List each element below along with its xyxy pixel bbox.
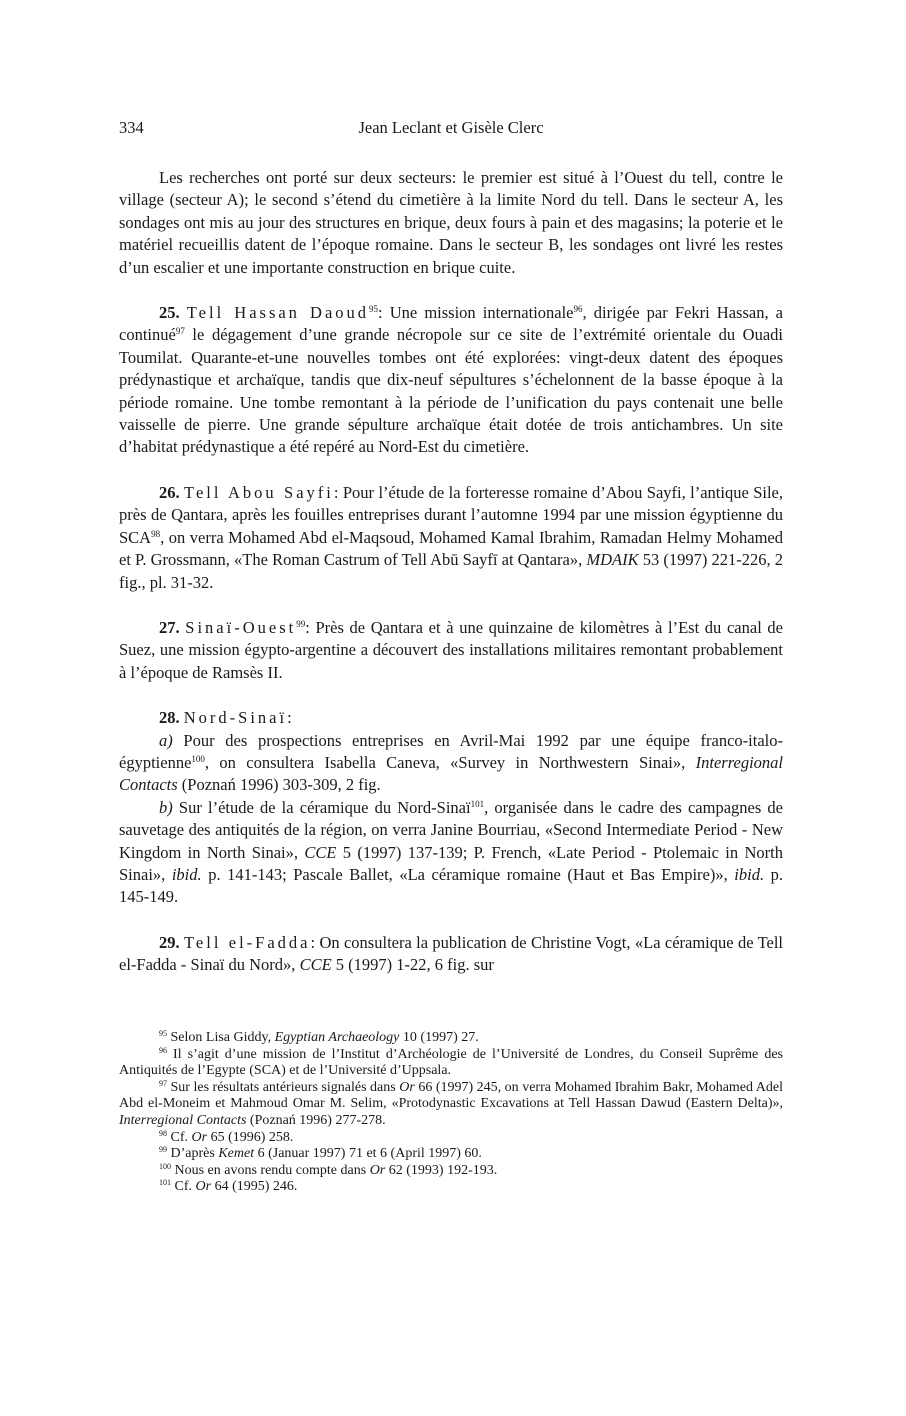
entry-27: 27. Sinaï-Ouest$^{99}$: Près de Qantara et à une quinzaine de kilomètres à l’Est du canal de Suez, une mission égypto-argentine a découvert des installations militaires remontant probablement à l’époque de Ramsès II. (119, 617, 784, 682)
footnote-number: 99 (159, 1145, 167, 1155)
sub-label: a) (159, 730, 173, 750)
entry-number: 26. (159, 482, 180, 502)
footnote-98: $^{98}$ Cf. Or 65 (1996) 258. (159, 1128, 294, 1145)
page-header (119, 116, 783, 140)
site-name: Tell el-Fadda (184, 932, 311, 952)
footnote-95: $^{95}$ Selon Lisa Giddy, Egyptian Archaeology 10 (1997) 27. (159, 1029, 479, 1045)
footnote-101: $^{101}$ Cf. Or 64 (1995) 246. (159, 1178, 298, 1195)
footnote-99: $^{99}$ D’après Kemet 6 (Januar 1997) 71 et 6 (April 1997) 60. (159, 1145, 482, 1162)
running-head: Jean Leclant et Gisèle Clerc (358, 118, 544, 137)
footnote-number: 98 (159, 1128, 167, 1138)
footnote-number: 101 (159, 1178, 171, 1188)
entry-28-a: a) Pour des prospections entreprises en Avril-Mai 1992 par une équipe franco-italo-égyptienne$^{100}$, on consultera Isabella Caneva, «Survey in Northwestern Sinai», Interregional Contacts (Poznań 1996) 303-309, 2 fig. (119, 730, 783, 795)
footnote-97: $^{97}$ Sur les résultats antérieurs signalés dans Or 66 (1997) 245, on verra Mohamed Ibrahim Bakr, Mohamed Adel Abd el-Moneim et Mahmoud Omar M. Selim, «Protodynastic Excavations at Tell Hassan Dawud (Eastern Delta)», Interregional Contacts (Poznań 1996) 277-278. (119, 1078, 783, 1128)
ibid: ibid. (734, 864, 765, 884)
footnote-ref[interactable]: 96 (573, 304, 583, 315)
footnotes (119, 1030, 783, 1196)
entry-number: 28. (159, 708, 180, 728)
footnote-number: 95 (159, 1029, 167, 1038)
site-name: Nord-Sinaï (183, 708, 288, 728)
footnote-ref[interactable]: 95 (369, 304, 379, 315)
journal-title: CCE (299, 955, 332, 975)
entry-number: 27. (159, 617, 180, 637)
main-text (119, 167, 783, 977)
journal-title: CCE (304, 842, 337, 862)
entry-25: 25. Tell Hassan Daoud$^{95}$: Une mission internationale$^{96}$, dirigée par Fekri Hassan, a continué$^{97}$ le dégagement d’une grande nécropole sur ce site de l’extrémité orientale du Ouadi Toumilat. Quarante-et-une nouvelles tombes ont été explorées: vingt-deux datent des époques prédynastique et archaïque, tandis que dix-neuf sépultures s’échelonnent de la basse époque à la période romaine. Une tombe remontant à la période de l’unification du pays contenait une belle vaisselle de pierre. Une grande sépulture archaïque était dotée de trois antichambres. Un site d’habitat prédynastique a été repéré au Nord-Est du cimetière. (119, 303, 784, 457)
footnote-ref[interactable]: 101 (470, 798, 485, 809)
ibid: ibid. (171, 864, 202, 884)
footnote-ref[interactable]: 100 (191, 753, 205, 764)
site-name: Tell Abou Sayfi (184, 482, 334, 502)
site-name: Tell Hassan Daoud (186, 303, 370, 323)
footnote-ref[interactable]: 99 (296, 618, 306, 629)
entry-number: 29. (159, 932, 180, 952)
entry-number: 25. (159, 303, 180, 323)
footnote-number: 97 (159, 1078, 167, 1088)
entry-29: 29. Tell el-Fadda: On consultera la publication de Christine Vogt, «La céramique de Tell el-Fadda - Sinaï du Nord», CCE 5 (1997) 1-22, 6 fig. sur (119, 932, 784, 975)
sub-label: b) (159, 797, 173, 817)
footnote-number: 100 (159, 1161, 171, 1171)
entry-28: 28. Nord-Sinaï: (159, 708, 292, 728)
entry-26: 26. Tell Abou Sayfi: Pour l’étude de la forteresse romaine d’Abou Sayfi, l’antique Sile, près de Qantara, après les fouilles entreprises durant l’automne 1994 par une mission égyptienne du SCA$^{98}$, on verra Mohamed Abd el-Maqsoud, Mohamed Kamal Ibrahim, Ramadan Helmy Mohamed et P. Grossmann, «The Roman Castrum of Tell Abū Sayfī at Qantara», MDAIK 53 (1997) 221-226, 2 fig., pl. 31-32. (119, 482, 784, 592)
page-number: 334 (119, 118, 144, 137)
journal-title: MDAIK (586, 550, 639, 570)
footnote-ref[interactable]: 98 (151, 528, 161, 539)
footnote-96: $^{96}$ Il s’agit d’une mission de l’Institut d’Archéologie de l’Université de Londres, du Conseil Suprême des Antiquités de l’Egypte (SCA) et de l’Université d’Uppsala. (119, 1045, 783, 1079)
site-name: Sinaï-Ouest (185, 617, 297, 637)
journal-title: Interregional Contacts (119, 752, 783, 795)
footnote-number: 96 (159, 1045, 167, 1055)
footnote-ref[interactable]: 97 (175, 326, 185, 337)
entry-28-b: b) Sur l’étude de la céramique du Nord-Sinaï$^{101}$, organisée dans le cadre des campagnes de sauvetage des antiquités de la région, on verra Janine Bourriau, «Second Intermediate Period - New Kingdom in North Sinai», CCE 5 (1997) 137-139; P. French, «Late Period - Ptolemaic in North Sinai», ibid. p. 141-143; Pascale Ballet, «La céramique romaine (Haut et Bas Empire)», ibid. p. 145-149. (119, 797, 784, 907)
intro-paragraph: Les recherches ont porté sur deux secteurs: le premier est situé à l’Ouest du tell, contre le village (secteur A); le second s’étend du cimetière à la limite Nord du tell. Dans le secteur A, les sondages ont mis au jour des structures en brique, deux fours à pain et des magasins; la poterie et le matériel recueillis datent de l’époque romaine. Dans le secteur B, les sondages ont livré les restes d’un escalier et une importante construction en brique cuite. (119, 168, 783, 277)
footnote-100: $^{100}$ Nous en avons rendu compte dans Or 62 (1993) 192-193. (159, 1161, 498, 1178)
